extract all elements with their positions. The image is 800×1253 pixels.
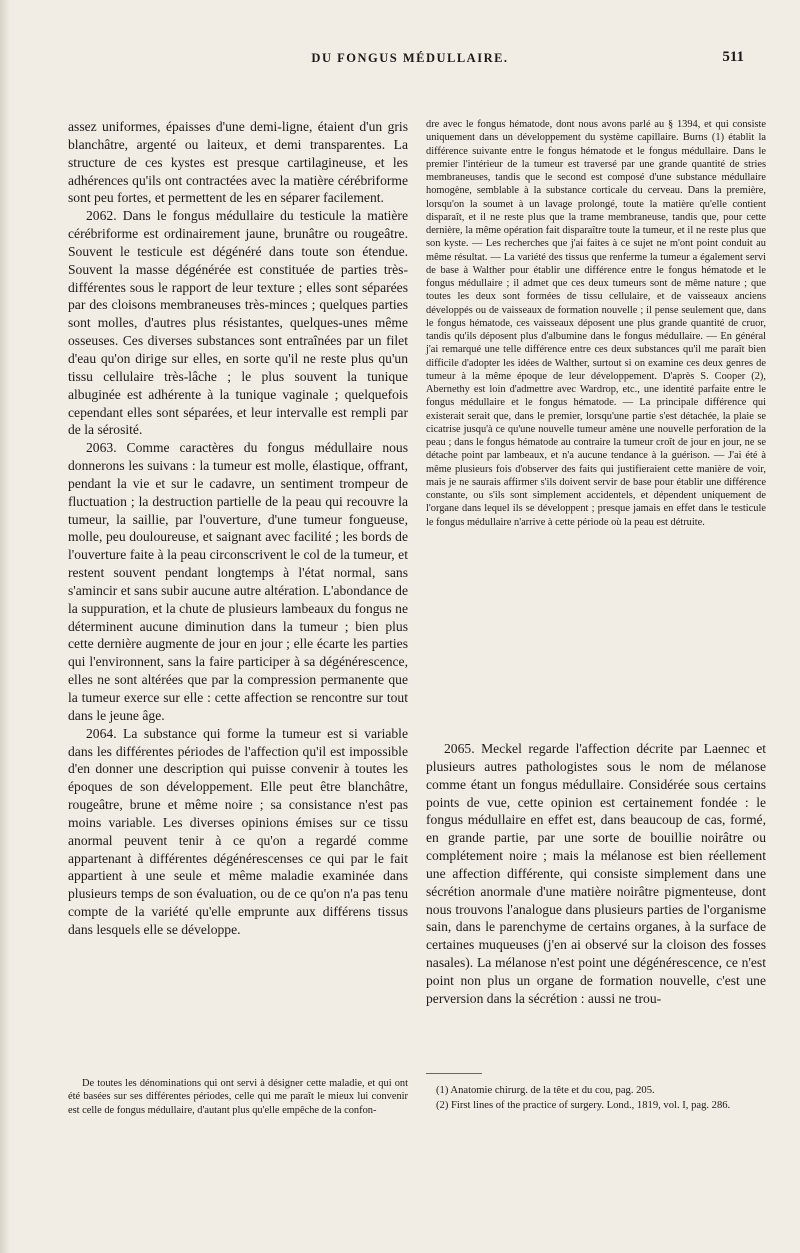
paragraph-2065: 2065. Meckel regarde l'affection décrite par Laennec et plusieurs autres pathologistes sous le nom de mélanose comme étant un fongus médullaire. Considérée sous certains points de vue, cette opinion est certainement fondée : le fongus médullaire en effet est, dans beaucoup de cas, formé, en grande partie, par une sorte de bouillie noirâtre ou complétement noire ; mais la mélanose est bien réellement une affection différente, qui consiste simplement dans une sécrétion anormale d'une matière noirâtre pigmenteuse, dont nous trouvons l'analogue dans plusieurs parties de l'organisme sain, dans le parenchyme de certains organes, à la surface de certaines muqueuses (j'en ai observé sur la cloison des fosses nasales). La mélanose n'est point une dégénérescence, ce n'est point non plus un organe de formation nouvelle, c'est une perversion dans la sécrétion : aussi ne trou-	[426, 741, 766, 1006]
paragraph-2062: 2062. Dans le fongus médullaire du testicule la matière cérébriforme est ordinairement jaune, brunâtre ou rougeâtre. Souvent le testicule est dégénéré dans toute son étendue. Souvent la masse dégénérée est constituée de parties très-différentes sous le rapport de leur texture ; elles sont séparées par des cloisons membraneuses très-minces ; quelques parties sont molles, d'autres plus résistantes, quelques-unes même osseuses. Ces diverses substances sont entraînées par un filet d'eau qu'on dirige sur elles, en sorte qu'il ne reste plus qu'un tissu cellulaire très-lâche ; le plus souvent la tunique albuginée est adhérente à la tunique vaginale ; quelquefois cependant elles sont séparées, et leur intervalle est rempli par de la sérosité.	[68, 208, 408, 438]
footnote-1: (1) Anatomie chirurg. de la tête et du cou, pag. 205.	[436, 1085, 655, 1096]
paragraph-2064: 2064. La substance qui forme la tumeur est si variable dans les différentes périodes de l'affection qu'il est impossible d'en donner une description qui puisse convenir à toutes les époques de son développement. Elle peut être blanchâtre, rougeâtre, brune et même noire ; sa consistance n'est pas moins variable. Les diverses opinions émises sur ce tissu anormal peuvent tenir à ce qu'on a regardé comme appartenant à différentes dégénérescenses ce qui par le fait appartient à une seule et même maladie examinée dans plusieurs temps de son évaluation, ou de ce qu'on n'a pas tenu compte de la variété qu'elle emprunte aux différens tissus dans lesquels elle se développe.	[68, 725, 408, 937]
right-column-note	[426, 118, 766, 529]
footnote-rule	[426, 1073, 482, 1074]
footnote-2: (2) First lines of the practice of surgery. Lond., 1819, vol. I, pag. 286.	[436, 1100, 731, 1111]
note-text: De toutes les dénominations qui ont servi à désigner cette maladie, et qui ont été basées sur ses différentes périodes, celle qui me paraît le mieux lui convenir est celle de fongus médullaire, d'autant plus qu'elle empêche de la confon-	[68, 1078, 408, 1116]
note-continued: dre avec le fongus hématode, dont nous avons parlé au § 1394, et qui consiste uniquement dans un développement du système capillaire. Burns (1) établit la différence suivante entre le fongus hématode et le fongus médullaire. Dans le premier l'intérieur de la tumeur est traversé par une grande quantité de stries membraneuses, tandis que le second est composé d'une substance médullaire homogène, semblable à la substance corticale du cerveau. Dans la première, lorsqu'on la soumet à un lavage prolongé, toute la matière qu'elle contient disparaît, et il ne reste plus que la trame membraneuse, tandis que, pour cette dernière, la même opération fait disparaître toute la tumeur, et il ne reste plus que son kyste. — Les recherches que j'ai faites à ce sujet ne m'ont point conduit au même résultat. — La variété des tissus que renferme la tumeur a également servi de base à Walther pour établir une différence entre le fongus hématode et le fongus médullaire ; il admet que ces deux tumeurs sont de même nature ; que toutes les deux sont formées de tissu cellulaire, et de vaisseaux anciens développés ou de vaisseaux de formation nouvelle ; il pense seulement que, dans le fongus hématode, ces vaisseaux déposent une plus grande quantité de cruor, tandis qu'ils déposent plus d'albumine dans le fongus médullaire. — En général j'ai remarqué une telle différence entre ces deux substances qu'il me paraît bien difficile d'adopter les idées de Walther, surtout si on examine ces deux genres de tumeur à la même époque de leur développement. D'après S. Cooper (2), Abernethy est loin d'admettre avec Wardrop, etc., une identité parfaite entre le fongus médullaire et le fongus hématode. — La principale différence qui existerait serait que, dans le premier, lorsqu'une partie s'est détachée, la plaie se cicatrise jusqu'à ce qu'une nouvelle tumeur amène une nouvelle perforation de la peau ; dans le fongus hématode au contraire la tumeur croît de jour en jour, ne se détache point par lambeaux, et n'a aucune tendance à la guérison. — J'ai été à même plusieurs fois d'observer des faits qui justifieraient cette manière de voir, mais je ne saurais affirmer s'ils doivent servir de base pour établir une différence constante, ou s'ils sont simplement accidentels, et dépendent uniquement de l'organe dans lequel ils se développent ; presque jamais en effet dans le testicule le fongus médullaire n'arrive à cette période où la peau est détruite.	[426, 119, 766, 528]
footnotes	[426, 1084, 766, 1114]
left-column	[68, 118, 408, 939]
page-number: 511	[722, 49, 744, 65]
paragraph-2063: 2063. Comme caractères du fongus médullaire nous donnerons les suivans : la tumeur est molle, élastique, offrant, pendant la vie et sur le cadavre, un sentiment trompeur de fluctuation ; la destruction partielle de la peau qui recouvre la tumeur, la saillie, par l'ouverture, d'une tumeur fongueuse, molle, peu douloureuse, et saignant avec facilité ; les bords de l'ouverture faite à la peau circonscrivent le col de la tumeur, et restent souvent pendant longtemps à l'état normal, sans s'amincir et sans subir aucune autre altération. L'abondance de la suppuration, et la chute de plusieurs lambeaux du fongus ne déterminent aucune diminution dans la tumeur ; bien plus cette dernière augmente de jour en jour ; elle écarte les parties qui l'environnent, sans la faire participer à sa dégénérescence, elles ne sont altérées que par la compression permanente que la tumeur exerce sur elle : cette affection se rencontre sur tout dans le jeune âge.	[68, 440, 408, 723]
paragraph-continued: assez uniformes, épaisses d'une demi-ligne, étaient d'un gris blanchâtre, argenté ou laiteux, et demi transparentes. La structure de ces kystes est presque cartilagineuse, et les adhérences qu'ils ont contractées avec la matière cérébriforme sont peu fortes, et permettent de les en séparer facilement.	[68, 119, 408, 206]
running-title: DU FONGUS MÉDULLAIRE.	[311, 51, 509, 65]
page-header	[60, 47, 760, 73]
left-column-note	[68, 1077, 408, 1117]
page-gutter-shadow	[0, 0, 10, 1253]
right-column-main	[426, 740, 766, 1008]
